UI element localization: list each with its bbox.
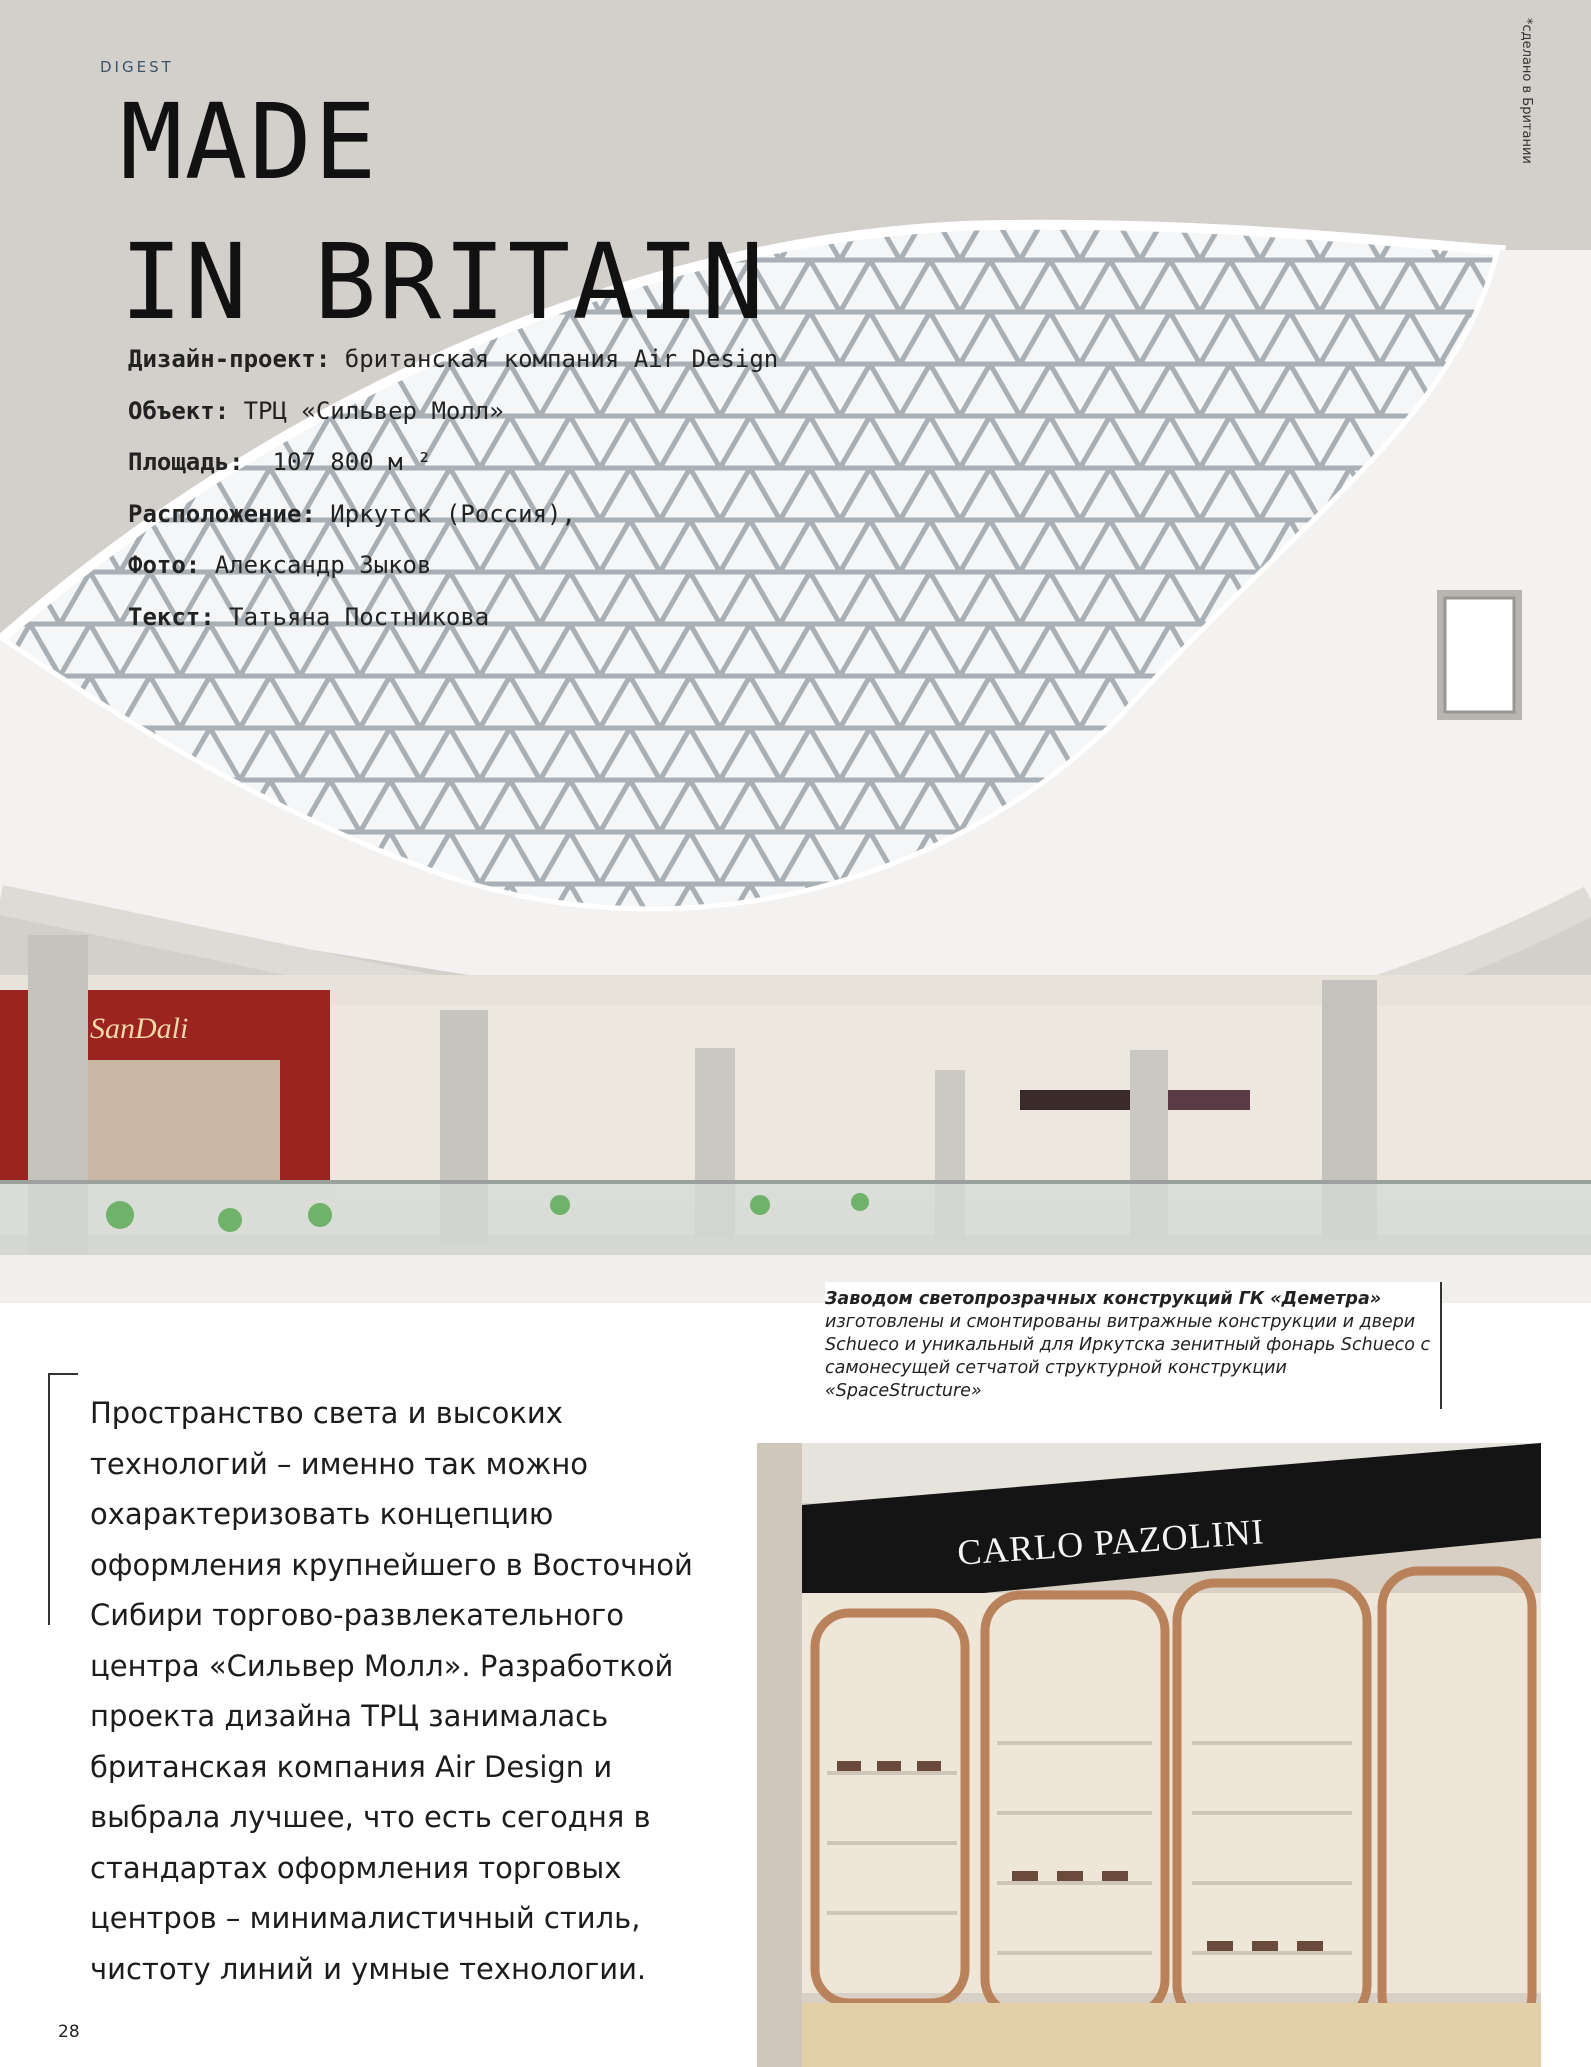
- spec-location: [128, 500, 778, 552]
- spec-value: Иркутск (Россия),: [315, 499, 576, 528]
- spec-key: Текст:: [128, 602, 215, 631]
- spec-key: Фото:: [128, 551, 201, 579]
- title-line-1: MADE: [120, 81, 379, 203]
- spec-value: 107 800 м ²: [243, 448, 432, 476]
- title-line-2: IN BRITAIN: [120, 221, 767, 343]
- spec-design: [128, 345, 778, 397]
- spec-text: [128, 603, 778, 655]
- spec-value: Татьяна Постникова: [214, 602, 490, 631]
- spec-value: Александр Зыков: [200, 551, 432, 579]
- spec-value: британская компания Air Design: [330, 345, 779, 373]
- lead-paragraph: Пространство света и высоких технологий – именно так можно охарактеризовать концепцию оформления крупнейшего в Восточной Сибири торгово-развлекательного центра «Сильвер Молл». Разработкой проекта дизайна ТРЦ занималась британская компания Air Design и выбрала лучшее, что есть сегодня в стандартах оформления торговых центров – минималистичный стиль, чистоту линий и умные технологии.: [90, 1396, 693, 1986]
- project-specs: [128, 345, 778, 654]
- spec-area: [128, 448, 778, 500]
- spec-object: [128, 397, 778, 449]
- spec-key: Объект:: [128, 396, 230, 425]
- section-label: DIGEST: [100, 58, 174, 76]
- store-photo: [757, 1443, 1541, 2067]
- spec-key: Дизайн-проект:: [128, 345, 331, 373]
- side-note: *сделано в Британии: [1519, 18, 1534, 164]
- page-number: 28: [58, 2022, 80, 2042]
- store-brand-sign: CARLO PAZOLINI: [955, 1511, 1266, 1573]
- caption-text: изготовлены и смонтированы витражные конструкции и двери Schueco и уникальный для Иркутска зенитный фонарь Schueco с самонесущей сетчатой структурной конструкции «SpaceStructure»: [825, 1312, 1431, 1401]
- spec-value: ТРЦ «Сильвер Молл»: [229, 396, 504, 425]
- caption-bold: Заводом светопрозрачных конструкций ГК «Деметра»: [825, 1289, 1382, 1309]
- spec-photo: [128, 551, 778, 603]
- spec-key: Расположение:: [128, 499, 316, 528]
- photo-caption: [825, 1282, 1442, 1409]
- svg-text:SanDali: SanDali: [90, 1012, 189, 1045]
- spec-key: Площадь:: [128, 448, 244, 476]
- page-title: [120, 72, 766, 352]
- lead-bracket: [48, 1373, 78, 1625]
